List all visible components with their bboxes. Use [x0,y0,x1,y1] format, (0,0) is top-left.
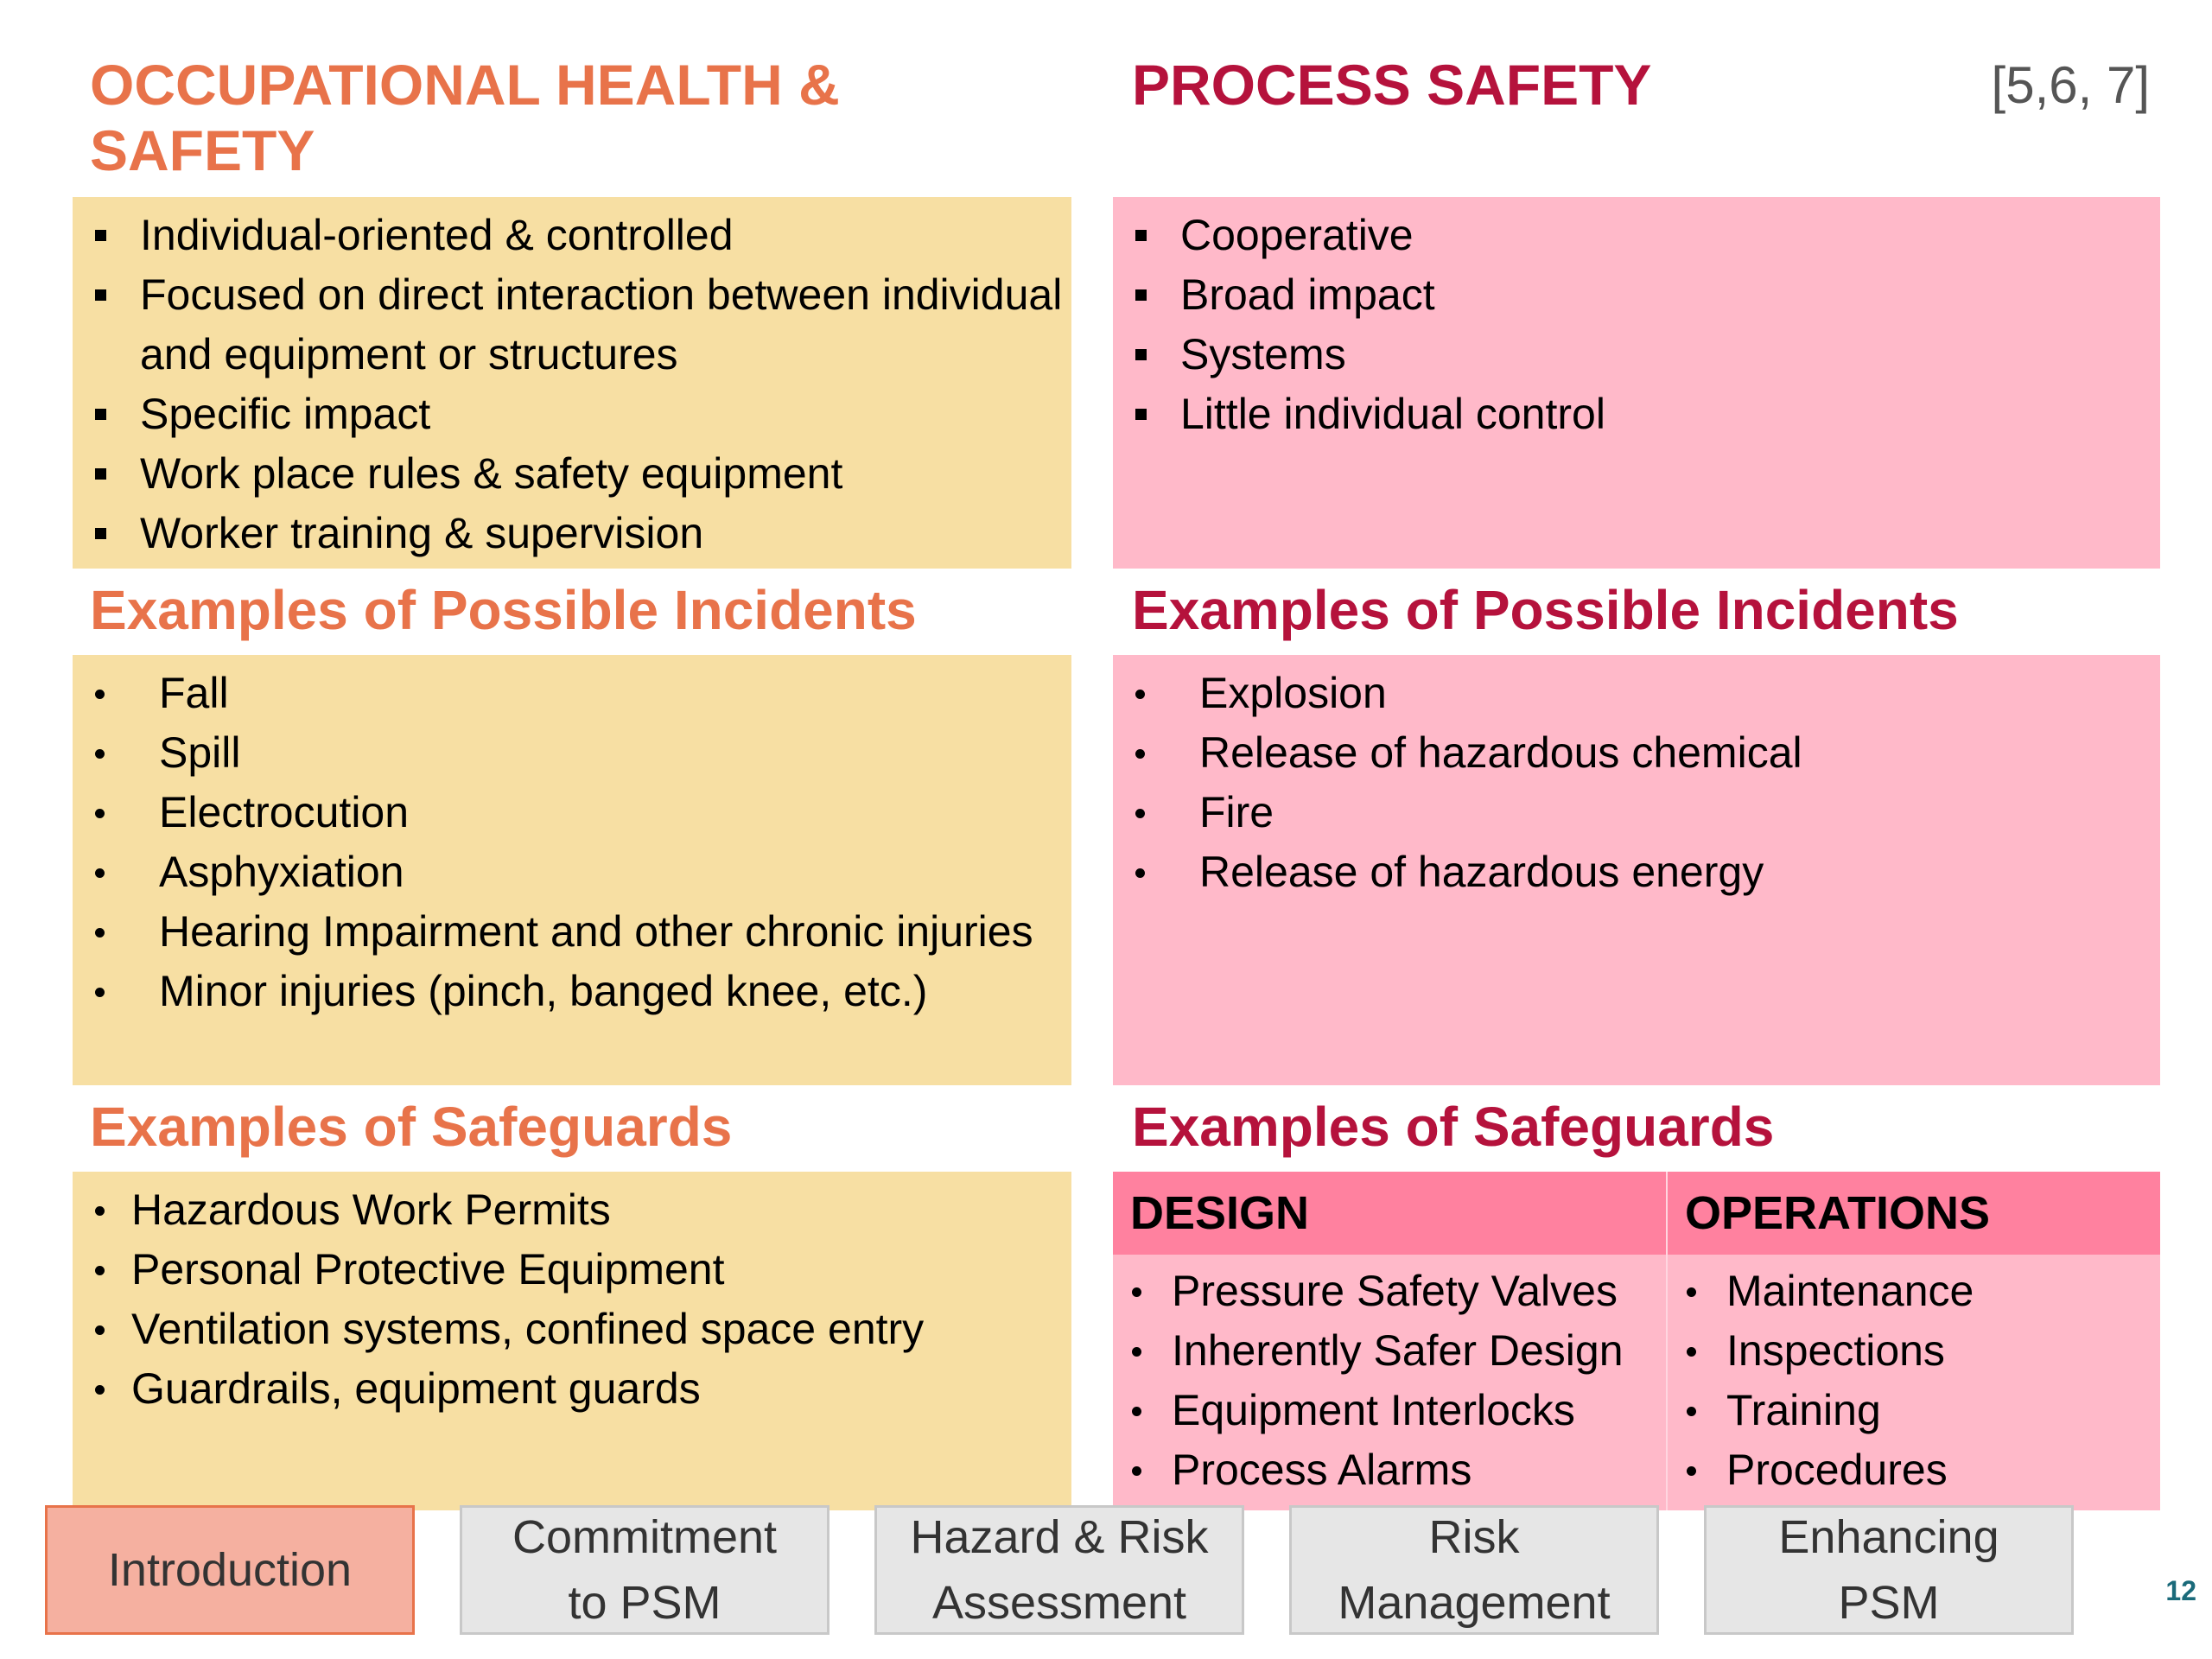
list-item: Fall [73,664,1071,723]
nav-risk-management-button[interactable] [1289,1505,1659,1635]
ps-incidents-title: Examples of Possible Incidents [1132,579,1959,641]
list-item: Hazardous Work Permits [73,1180,1071,1240]
nav-label: Hazard & Risk Assessment [910,1511,1209,1629]
list-item: Systems [1113,325,2160,385]
list-item: Specific impact [73,385,1071,444]
page-number: 12 [2165,1575,2196,1606]
operations-safeguards-list [1668,1262,2160,1500]
list-item: Little individual control [1113,385,2160,444]
design-column-header: DESIGN [1130,1187,1310,1239]
citation: [5,6, 7] [1991,56,2150,114]
ohs-safeguards-title: Examples of Safeguards [90,1096,733,1158]
list-item: Release of hazardous energy [1113,842,2160,902]
ohs-title: OCCUPATIONAL HEALTH & SAFETY [90,53,840,182]
ps-characteristics-panel [1113,197,2160,569]
list-item: Pressure Safety Valves [1113,1262,1666,1321]
nav-introduction-button[interactable] [45,1505,415,1635]
list-item: Worker training & supervision [73,504,1071,563]
nav-label: Enhancing PSM [1778,1511,1999,1629]
list-item: Work place rules & safety equipment [73,444,1071,504]
ohs-safeguards-list [73,1180,1071,1419]
design-safeguards-list [1113,1262,1666,1500]
nav-hazard-risk-button[interactable] [874,1505,1244,1635]
nav-enhancing-psm-button[interactable] [1704,1505,2074,1635]
list-item: Hearing Impairment and other chronic injuries [73,902,1071,962]
nav-label: Risk Management [1338,1511,1611,1629]
list-item: Spill [73,723,1071,783]
list-item: Equipment Interlocks [1113,1381,1666,1440]
list-item: Individual-oriented & controlled [73,206,1071,265]
list-item: Minor injuries (pinch, banged knee, etc.) [73,962,1071,1021]
ps-title: PROCESS SAFETY [1132,53,1652,117]
nav-label: Commitment to PSM [512,1511,778,1629]
ohs-characteristics-panel [73,197,1071,569]
list-item: Explosion [1113,664,2160,723]
ps-safeguards-title: Examples of Safeguards [1132,1096,1775,1158]
ohs-safeguards-panel [73,1172,1071,1510]
ohs-incidents-title: Examples of Possible Incidents [90,579,917,641]
list-item: Inherently Safer Design [1113,1321,1666,1381]
list-item: Inspections [1668,1321,2160,1381]
ohs-incidents-list [73,664,1071,1021]
list-item: Training [1668,1381,2160,1440]
list-item: Cooperative [1113,206,2160,265]
list-item: Guardrails, equipment guards [73,1359,1071,1419]
ps-incidents-list [1113,664,2160,902]
list-item: Electrocution [73,783,1071,842]
nav-label: Introduction [107,1544,353,1596]
nav-commitment-button[interactable] [460,1505,830,1635]
ohs-characteristics-list [73,206,1071,563]
operations-column-header: OPERATIONS [1685,1187,1991,1239]
ps-incidents-panel [1113,655,2160,1085]
ps-safeguards-table [1113,1172,2160,1510]
list-item: Process Alarms [1113,1440,1666,1500]
ohs-incidents-panel [73,655,1071,1085]
list-item: Fire [1113,783,2160,842]
list-item: Release of hazardous chemical [1113,723,2160,783]
list-item: Personal Protective Equipment [73,1240,1071,1300]
list-item: Procedures [1668,1440,2160,1500]
list-item: Asphyxiation [73,842,1071,902]
list-item: Maintenance [1668,1262,2160,1321]
list-item: Ventilation systems, confined space entry [73,1300,1071,1359]
ps-characteristics-list [1113,206,2160,444]
list-item: Broad impact [1113,265,2160,325]
list-item: Focused on direct interaction between individual and equipment or structures [73,265,1071,385]
